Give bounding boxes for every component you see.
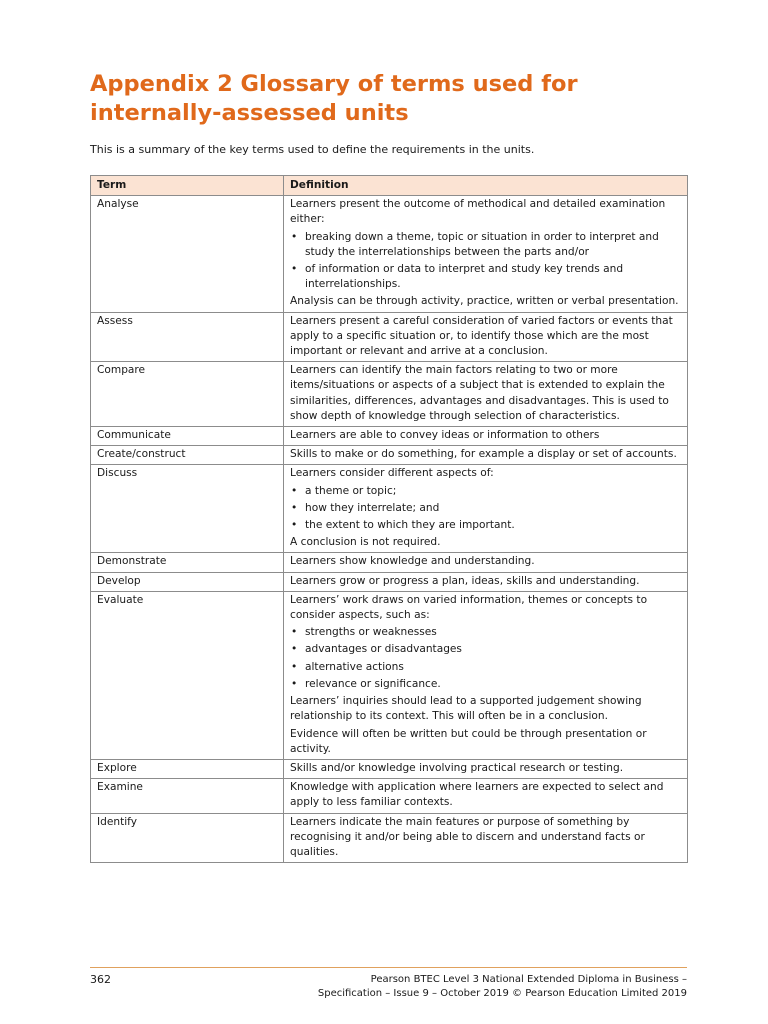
definition-cell bbox=[284, 553, 688, 572]
definition-paragraph: Learners grow or progress a plan, ideas, skills and understanding. bbox=[290, 574, 640, 587]
bullet-item: • relevance or significance. bbox=[290, 677, 682, 692]
definition-cell bbox=[284, 362, 688, 427]
definition-bullet-list bbox=[290, 230, 682, 293]
definition-paragraph: Learners present the outcome of methodical and detailed examination either: bbox=[290, 198, 666, 226]
table-row bbox=[91, 465, 688, 553]
definition-paragraph: Learners can identify the main factors relating to two or more items/situations or aspects of a subject that is extended to explain the similarities, differences, advantages and disadvantages. This is used to show depth of knowledge through selection of characteristics. bbox=[290, 364, 669, 422]
definition-cell bbox=[284, 465, 688, 553]
bullet-item: • of information or data to interpret and study key trends and interrelationships. bbox=[290, 262, 682, 292]
definition-bullet-list bbox=[290, 625, 682, 692]
column-header-term: Term bbox=[91, 176, 284, 196]
term-cell: Create/construct bbox=[91, 446, 284, 465]
table-row bbox=[91, 312, 688, 362]
page-number: 362 bbox=[90, 973, 111, 986]
bullet-item: • advantages or disadvantages bbox=[290, 642, 682, 657]
definition-paragraph: Learners are able to convey ideas or information to others bbox=[290, 429, 600, 442]
term-cell: Compare bbox=[91, 362, 284, 427]
term-cell: Discuss bbox=[91, 465, 284, 553]
definition-bullet-list bbox=[290, 484, 682, 534]
table-row bbox=[91, 427, 688, 446]
definition-paragraph: A conclusion is not required. bbox=[290, 536, 441, 549]
term-cell: Develop bbox=[91, 572, 284, 591]
term-cell: Communicate bbox=[91, 427, 284, 446]
definition-paragraph: Learners show knowledge and understanding. bbox=[290, 555, 535, 568]
table-header-row bbox=[91, 176, 688, 196]
footer-citation bbox=[318, 973, 687, 1000]
table-row bbox=[91, 813, 688, 863]
footer-line-1: Pearson BTEC Level 3 National Extended Diploma in Business – bbox=[370, 974, 687, 985]
definition-paragraph: Learners consider different aspects of: bbox=[290, 467, 494, 480]
term-cell: Explore bbox=[91, 759, 284, 778]
definition-paragraph: Evidence will often be written but could be through presentation or activity. bbox=[290, 727, 647, 755]
table-row bbox=[91, 196, 688, 312]
table-row bbox=[91, 591, 688, 759]
bullet-item: • a theme or topic; bbox=[290, 484, 682, 499]
term-cell: Examine bbox=[91, 779, 284, 813]
definition-paragraph: Learners’ work draws on varied information, themes or concepts to consider aspects, such as: bbox=[290, 593, 648, 622]
definition-cell bbox=[284, 572, 688, 591]
definition-cell bbox=[284, 312, 688, 362]
term-cell: Identify bbox=[91, 813, 284, 863]
bullet-item: • alternative actions bbox=[290, 660, 682, 675]
table-row bbox=[91, 572, 688, 591]
page-title: Appendix 2 Glossary of terms used for internally-assessed units bbox=[90, 71, 578, 126]
term-cell: Evaluate bbox=[91, 591, 284, 759]
intro-text: This is a summary of the key terms used to define the requirements in the units. bbox=[90, 143, 535, 156]
definition-paragraph: Skills to make or do something, for example a display or set of accounts. bbox=[290, 448, 677, 461]
definition-paragraph: Learners indicate the main features or purpose of something by recognising it and/or being able to discern and understand facts or qualities. bbox=[290, 815, 645, 858]
bullet-item: • breaking down a theme, topic or situation in order to interpret and study the interrelationships between the parts and/or bbox=[290, 230, 682, 260]
table-row bbox=[91, 362, 688, 427]
footer-rule bbox=[90, 967, 687, 968]
table-row bbox=[91, 446, 688, 465]
definition-cell bbox=[284, 427, 688, 446]
term-cell: Assess bbox=[91, 312, 284, 362]
definition-cell bbox=[284, 813, 688, 863]
definition-cell bbox=[284, 591, 688, 759]
table-row bbox=[91, 553, 688, 572]
definition-cell bbox=[284, 446, 688, 465]
footer-line-2: Specification – Issue 9 – October 2019 © Pearson Education Limited 2019 bbox=[317, 987, 687, 999]
bullet-item: • how they interrelate; and bbox=[290, 501, 682, 516]
table-row bbox=[91, 759, 688, 778]
definition-paragraph: Learners present a careful consideration of varied factors or events that apply to a specific situation or, to identify those which are the most important or relevant and arrive at a conclusion. bbox=[290, 314, 673, 358]
definition-paragraph: Skills and/or knowledge involving practical research or testing. bbox=[290, 761, 624, 774]
glossary-table bbox=[90, 175, 688, 863]
definition-paragraph: Knowledge with application where learners are expected to select and apply to less familiar contexts. bbox=[290, 781, 664, 809]
definition-cell bbox=[284, 196, 688, 312]
table-row bbox=[91, 779, 688, 813]
definition-paragraph: Analysis can be through activity, practice, written or verbal presentation. bbox=[290, 295, 679, 308]
column-header-definition: Definition bbox=[284, 176, 688, 196]
bullet-item: • strengths or weaknesses bbox=[290, 625, 682, 640]
definition-cell bbox=[284, 759, 688, 778]
bullet-item: • the extent to which they are important. bbox=[290, 518, 682, 533]
definition-cell bbox=[284, 779, 688, 813]
definition-paragraph: Learners’ inquiries should lead to a supported judgement showing relationship to its context. This will often be in a conclusion. bbox=[290, 695, 642, 723]
term-cell: Demonstrate bbox=[91, 553, 284, 572]
glossary-body bbox=[91, 196, 688, 863]
term-cell: Analyse bbox=[91, 196, 284, 312]
